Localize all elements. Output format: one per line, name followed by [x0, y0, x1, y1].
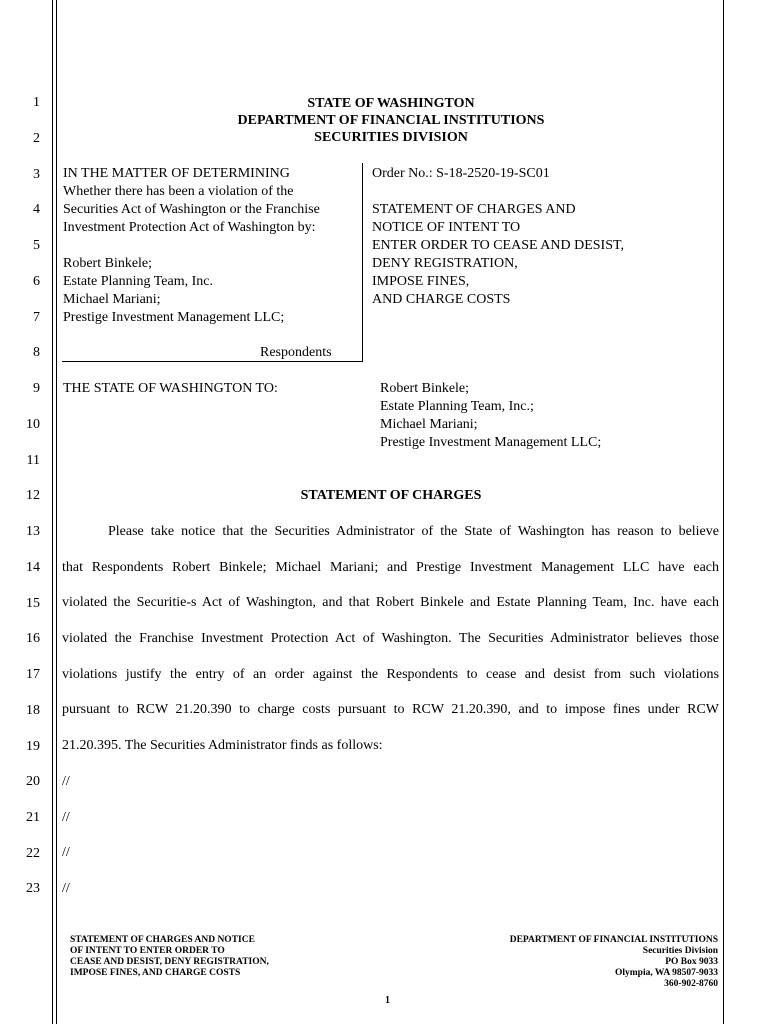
- footer-left-line: OF INTENT TO ENTER ORDER TO: [70, 946, 225, 956]
- respondent-name: Estate Planning Team, Inc.: [63, 274, 214, 289]
- statement-line: violations justify the entry of an order against the Respondents to cease and desist from such violations: [62, 667, 719, 682]
- line-number: 3: [33, 167, 40, 182]
- line-number: 5: [33, 238, 40, 253]
- line-number: 17: [26, 667, 40, 682]
- respondents-label: Respondents: [260, 345, 332, 360]
- agency-header: [60, 95, 722, 146]
- caption-divider-horizontal: [62, 361, 363, 362]
- page-number: 1: [385, 995, 390, 1006]
- line-number: 7: [33, 310, 40, 325]
- line-number: 4: [33, 202, 40, 217]
- statement-line: Please take notice that the Securities Administrator of the State of Washington has reason to believe: [108, 524, 719, 539]
- footer-right-line: Securities Division: [642, 946, 718, 956]
- footer-right: [460, 935, 718, 990]
- line-number: 19: [26, 739, 40, 754]
- header-division: SECURITIES DIVISION: [314, 130, 468, 145]
- recipient-name: Prestige Investment Management LLC;: [380, 435, 602, 450]
- line-number: 2: [33, 131, 40, 146]
- statement-line: that Respondents Robert Binkele; Michael Mariani; and Prestige Investment Management LLC have each: [62, 560, 719, 575]
- respondent-name: Michael Mariani;: [63, 292, 161, 307]
- to-label: THE STATE OF WASHINGTON TO:: [63, 381, 278, 396]
- footer-left: [70, 935, 269, 979]
- footer-left-line: STATEMENT OF CHARGES AND NOTICE: [70, 935, 255, 945]
- slash-separator: //: [62, 774, 70, 789]
- slash-separator: //: [62, 845, 70, 860]
- caption-respondents-list: [63, 255, 284, 327]
- recipient-name: Robert Binkele;: [380, 381, 470, 396]
- line-number: 18: [26, 703, 40, 718]
- document-title-line: DENY REGISTRATION,: [372, 256, 518, 271]
- line-number: 11: [26, 453, 40, 468]
- header-state: STATE OF WASHINGTON: [307, 96, 475, 111]
- line-number: 13: [26, 524, 40, 539]
- caption-divider-vertical: [362, 163, 363, 362]
- recipient-name: Michael Mariani;: [380, 417, 478, 432]
- document-title-line: NOTICE OF INTENT TO: [372, 220, 521, 235]
- line-number: 10: [26, 417, 40, 432]
- statement-line: violated the Franchise Investment Protection Act of Washington. The Securities Administrator believes those: [62, 631, 719, 646]
- footer-left-line: CEASE AND DESIST, DENY REGISTRATION,: [70, 957, 269, 967]
- to-recipients: [380, 380, 601, 452]
- recipient-name: Estate Planning Team, Inc.;: [380, 399, 534, 414]
- statement-line-last: 21.20.395. The Securities Administrator finds as follows:: [62, 738, 383, 753]
- document-title: [372, 201, 624, 309]
- footer-right-line: Olympia, WA 98507-9033: [614, 968, 718, 978]
- document-title-line: ENTER ORDER TO CEASE AND DESIST,: [372, 238, 625, 253]
- footer-right-line: DEPARTMENT OF FINANCIAL INSTITUTIONS: [509, 935, 718, 945]
- caption-whether: Whether there has been a violation of the: [63, 184, 294, 199]
- header-department: DEPARTMENT OF FINANCIAL INSTITUTIONS: [237, 113, 545, 128]
- document-title-line: IMPOSE FINES,: [372, 274, 470, 289]
- line-number: 14: [26, 560, 40, 575]
- line-number: 20: [26, 774, 40, 789]
- caption-left: [63, 165, 320, 237]
- statement-heading: STATEMENT OF CHARGES: [300, 488, 482, 503]
- respondent-name: Robert Binkele;: [63, 256, 153, 271]
- line-number: 15: [26, 596, 40, 611]
- footer-left-line: IMPOSE FINES, AND CHARGE COSTS: [70, 968, 241, 978]
- order-number: Order No.: S-18-2520-19-SC01: [372, 166, 550, 181]
- footer-right-line: PO Box 9033: [665, 957, 718, 967]
- line-number: 23: [26, 881, 40, 896]
- caption-matter: IN THE MATTER OF DETERMINING: [63, 166, 290, 181]
- respondent-name: Prestige Investment Management LLC;: [63, 310, 285, 325]
- line-number: 6: [33, 274, 40, 289]
- line-number: 12: [26, 488, 40, 503]
- caption-whether: Investment Protection Act of Washington by:: [63, 220, 316, 235]
- margin-line-left-inner: [56, 0, 57, 1024]
- statement-line: pursuant to RCW 21.20.390 to charge costs pursuant to RCW 21.20.390, and to impose fines under RCW: [62, 702, 719, 717]
- slash-separator: //: [62, 810, 70, 825]
- slash-separator: //: [62, 881, 70, 896]
- statement-line: violated the Securitie-s Act of Washington, and that Robert Binkele and Estate Planning Team, Inc. have each: [62, 595, 719, 610]
- document-title-line: STATEMENT OF CHARGES AND: [372, 202, 576, 217]
- line-number: 8: [33, 345, 40, 360]
- line-number: 16: [26, 631, 40, 646]
- line-number: 1: [33, 95, 40, 110]
- line-number: 9: [33, 381, 40, 396]
- document-title-line: AND CHARGE COSTS: [372, 292, 511, 307]
- caption-whether: Securities Act of Washington or the Franchise: [63, 202, 320, 217]
- line-number: 21: [26, 810, 40, 825]
- footer-right-line: 360-902-8760: [664, 979, 718, 989]
- margin-line-left-outer: [52, 0, 53, 1024]
- line-number: 22: [26, 846, 40, 861]
- margin-line-right: [723, 0, 724, 1024]
